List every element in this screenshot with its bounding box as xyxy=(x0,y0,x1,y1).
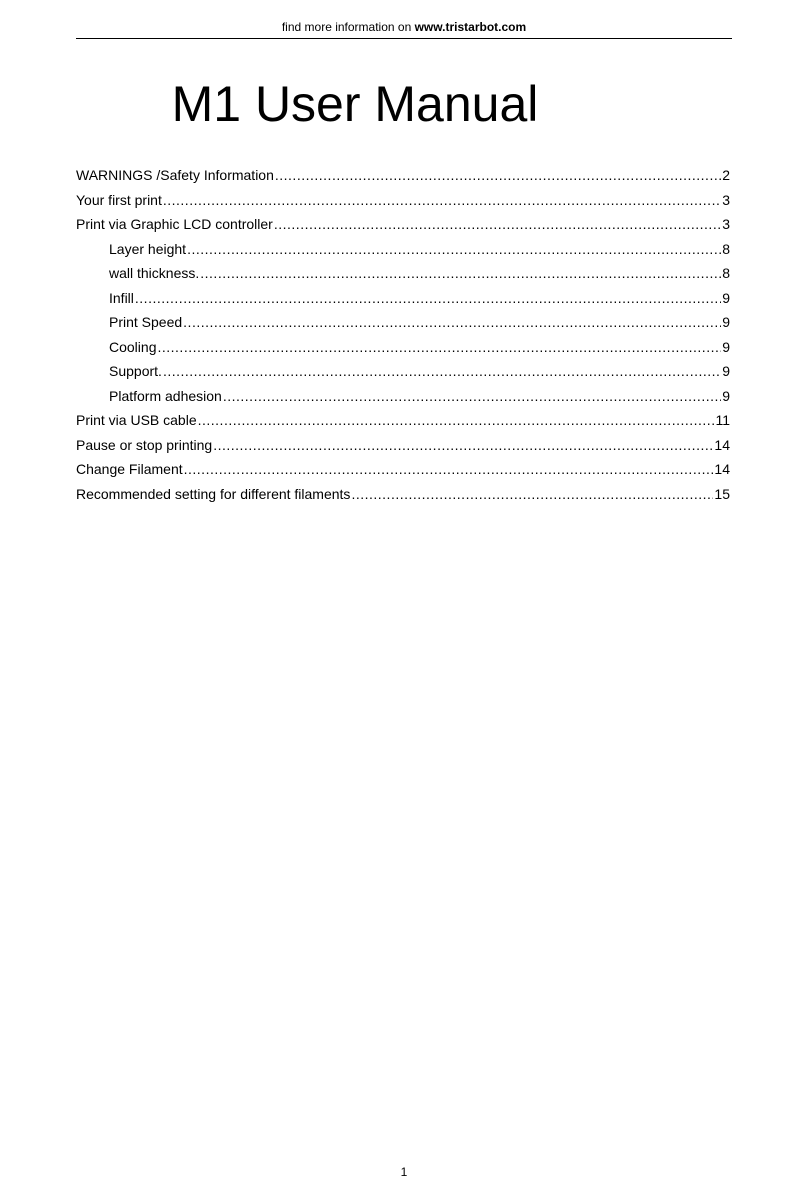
toc-entry[interactable] xyxy=(76,384,730,409)
toc-entry-page: 9 xyxy=(722,338,730,355)
toc-entry-page: 15 xyxy=(714,485,730,502)
toc-entry-page: 2 xyxy=(722,167,730,183)
toc-entry[interactable] xyxy=(76,457,730,482)
toc-entry[interactable] xyxy=(76,212,730,237)
toc-entry[interactable] xyxy=(76,433,730,458)
toc-leader-dots xyxy=(223,384,721,409)
toc-entry-label: Support. xyxy=(109,363,162,379)
toc-entry[interactable] xyxy=(76,408,730,433)
toc-entry-page: 8 xyxy=(722,240,730,257)
header-text: find more information on xyxy=(281,20,415,34)
toc-entry-page: 14 xyxy=(714,461,730,477)
toc-entry-label: WARNINGS /Safety Information xyxy=(76,167,274,183)
toc-entry-page: 3 xyxy=(722,191,730,208)
toc-entry-label: Change Filament xyxy=(76,461,183,477)
toc-entry[interactable] xyxy=(76,188,730,213)
toc-entry[interactable] xyxy=(76,482,730,507)
header-url[interactable]: www.tristarbot.com xyxy=(414,20,527,34)
toc-entry[interactable] xyxy=(76,310,730,335)
toc-entry-page: 8 xyxy=(722,265,730,281)
toc-entry-page: 11 xyxy=(715,412,730,428)
toc-entry-label: wall thickness. xyxy=(109,265,200,281)
toc-entry-label: Print via Graphic LCD controller xyxy=(76,216,273,232)
table-of-contents xyxy=(76,163,730,506)
toc-leader-dots xyxy=(187,237,721,262)
toc-leader-dots xyxy=(163,188,721,213)
toc-entry[interactable] xyxy=(76,286,730,311)
toc-entry[interactable] xyxy=(76,359,730,384)
toc-entry-page: 9 xyxy=(722,363,730,379)
toc-entry-label: Print Speed xyxy=(109,314,183,330)
toc-leader-dots xyxy=(198,408,715,433)
toc-leader-dots xyxy=(351,482,713,507)
toc-leader-dots xyxy=(135,286,721,311)
toc-entry[interactable] xyxy=(76,261,730,286)
toc-entry-label: Platform adhesion xyxy=(109,387,222,404)
toc-entry-page: 14 xyxy=(714,436,730,453)
page-header xyxy=(76,18,732,39)
toc-leader-dots xyxy=(157,335,721,360)
toc-leader-dots xyxy=(183,310,721,335)
toc-entry-page: 9 xyxy=(722,289,730,306)
page-number: 1 xyxy=(400,1165,408,1179)
toc-entry-label: Layer height xyxy=(109,240,187,257)
toc-entry-label: Pause or stop printing xyxy=(76,436,213,453)
toc-entry-page: 3 xyxy=(722,216,730,232)
toc-entry[interactable] xyxy=(76,335,730,360)
toc-leader-dots xyxy=(275,163,721,188)
toc-entry-label: Print via USB cable xyxy=(76,412,197,428)
toc-leader-dots xyxy=(274,212,721,237)
toc-leader-dots xyxy=(184,457,714,482)
toc-entry-label: Your first print xyxy=(76,191,162,208)
toc-entry[interactable] xyxy=(76,237,730,262)
toc-entry-label: Cooling xyxy=(109,338,157,355)
toc-leader-dots xyxy=(163,359,721,384)
toc-leader-dots xyxy=(200,261,721,286)
toc-entry[interactable] xyxy=(76,163,730,188)
toc-entry-page: 9 xyxy=(722,387,730,404)
toc-entry-label: Recommended setting for different filaments xyxy=(76,485,351,502)
toc-leader-dots xyxy=(213,433,713,458)
toc-entry-page: 9 xyxy=(722,314,730,330)
toc-entry-label: Infill xyxy=(109,289,134,306)
document-title: M1 User Manual xyxy=(171,76,539,132)
